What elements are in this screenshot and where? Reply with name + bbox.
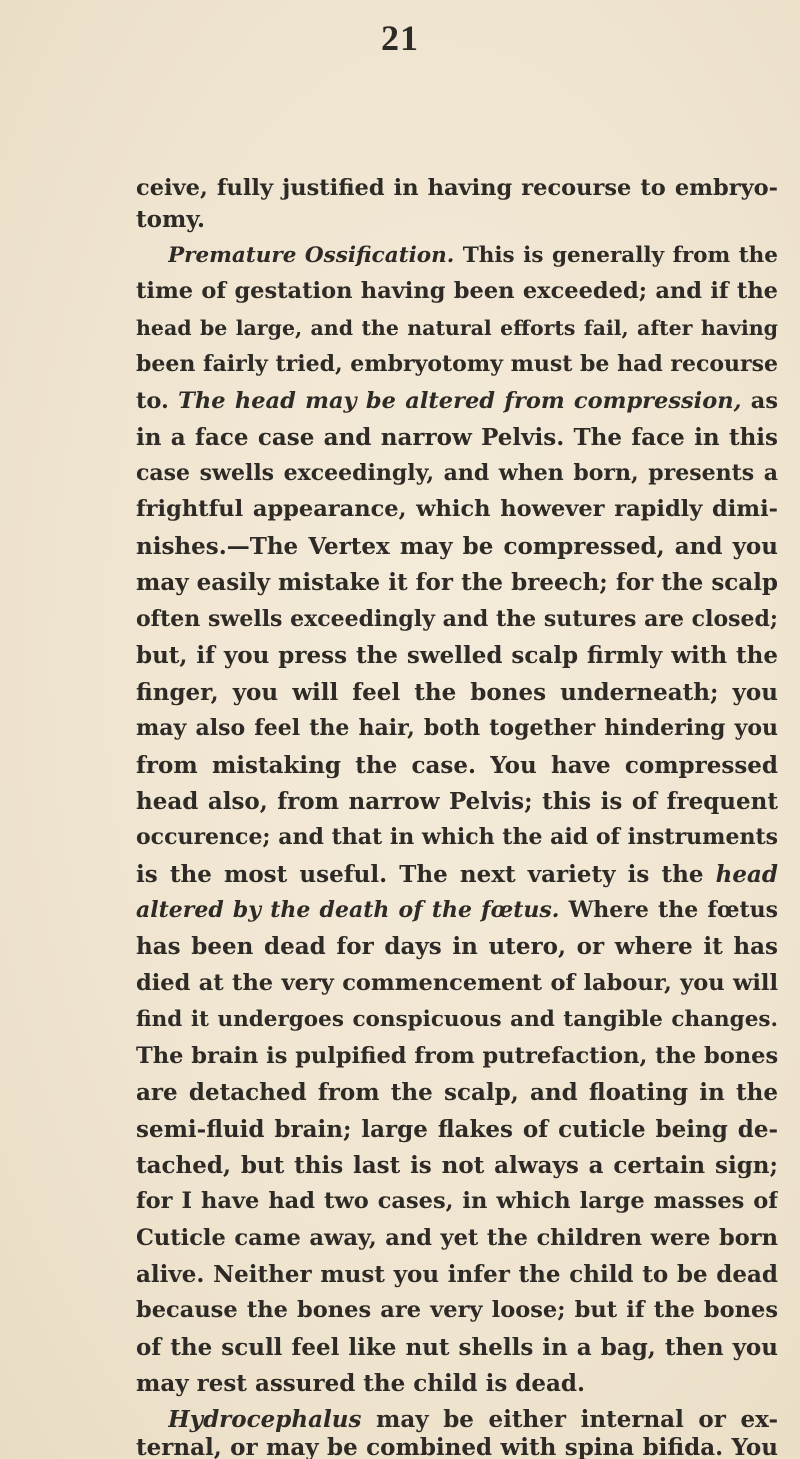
text-line: may rest assured the child is dead.	[136, 1370, 585, 1397]
text-line: been fairly tried, embryotomy must be had recourse	[136, 351, 778, 377]
text-line: of the scull feel like nut shells in a bag, then you	[136, 1334, 778, 1361]
italic-phrase: altered by the death of the fœtus.	[136, 897, 560, 923]
text-line: has been dead for days in utero, or where it has	[136, 933, 778, 960]
text-line: alive. Neither must you infer the child to be dead	[136, 1261, 778, 1288]
text-line: often swells exceedingly and the sutures are closed;	[136, 606, 778, 632]
text-line: ceive, fully justified in having recourse to embryo-	[136, 175, 778, 201]
text-line: to. The head may be altered from compression, as	[136, 388, 778, 414]
text-line: is the most useful. The next variety is the head	[136, 861, 778, 888]
text-line: are detached from the scalp, and floating in the	[136, 1079, 778, 1106]
text-line: died at the very commencement of labour, you will	[136, 970, 778, 996]
text-line: frightful appearance, which however rapidly dimi-	[136, 496, 778, 522]
text-line: from mistaking the case. You have compressed	[136, 752, 778, 779]
text-line: altered by the death of the fœtus. Where the fœtus	[136, 897, 778, 923]
text-line: because the bones are very loose; but if the bones	[136, 1297, 778, 1323]
section-heading: Premature Ossification.	[168, 243, 455, 268]
text-line: for I have had two cases, in which large masses of	[136, 1188, 778, 1214]
text-line: finger, you will feel the bones underneath; you	[136, 679, 778, 706]
text-line: ternal, or may be combined with spina bifida. You	[136, 1437, 778, 1459]
text-line: tomy.	[136, 206, 206, 233]
text-line: Hydrocephalus may be either internal or ex-	[168, 1406, 778, 1433]
text-line: head also, from narrow Pelvis; this is of frequent	[136, 788, 778, 815]
italic-phrase: head	[715, 861, 778, 888]
text-line: head be large, and the natural efforts fail, after having	[136, 316, 778, 340]
text-line: may also feel the hair, both together hindering you	[136, 715, 778, 741]
text-line: find it undergoes conspicuous and tangible changes.	[136, 1007, 778, 1032]
text-line: semi-fluid brain; large flakes of cuticle being de-	[136, 1116, 778, 1143]
text-line: but, if you press the swelled scalp firmly with the	[136, 642, 778, 669]
italic-phrase: The head may be altered from compression,	[178, 388, 742, 414]
page-number: 21	[381, 18, 419, 58]
text-line: The brain is pulpified from putrefaction, the bones	[136, 1043, 778, 1069]
section-heading: Hydrocephalus	[168, 1406, 362, 1433]
text-line: tached, but this last is not always a certain sign;	[136, 1152, 778, 1179]
text-line: case swells exceedingly, and when born, presents a	[136, 460, 778, 486]
text-line: in a face case and narrow Pelvis. The face in this	[136, 424, 778, 451]
text-line: occurence; and that in which the aid of instruments	[136, 824, 778, 850]
text-line: may easily mistake it for the breech; for the scalp	[136, 569, 778, 596]
text-line: Cuticle came away, and yet the children were born	[136, 1225, 778, 1251]
text-line: time of gestation having been exceeded; and if the	[136, 278, 778, 304]
text-line: nishes.—The Vertex may be compressed, and you	[136, 533, 778, 560]
text-line: Premature Ossification. This is generally from the	[168, 243, 778, 268]
